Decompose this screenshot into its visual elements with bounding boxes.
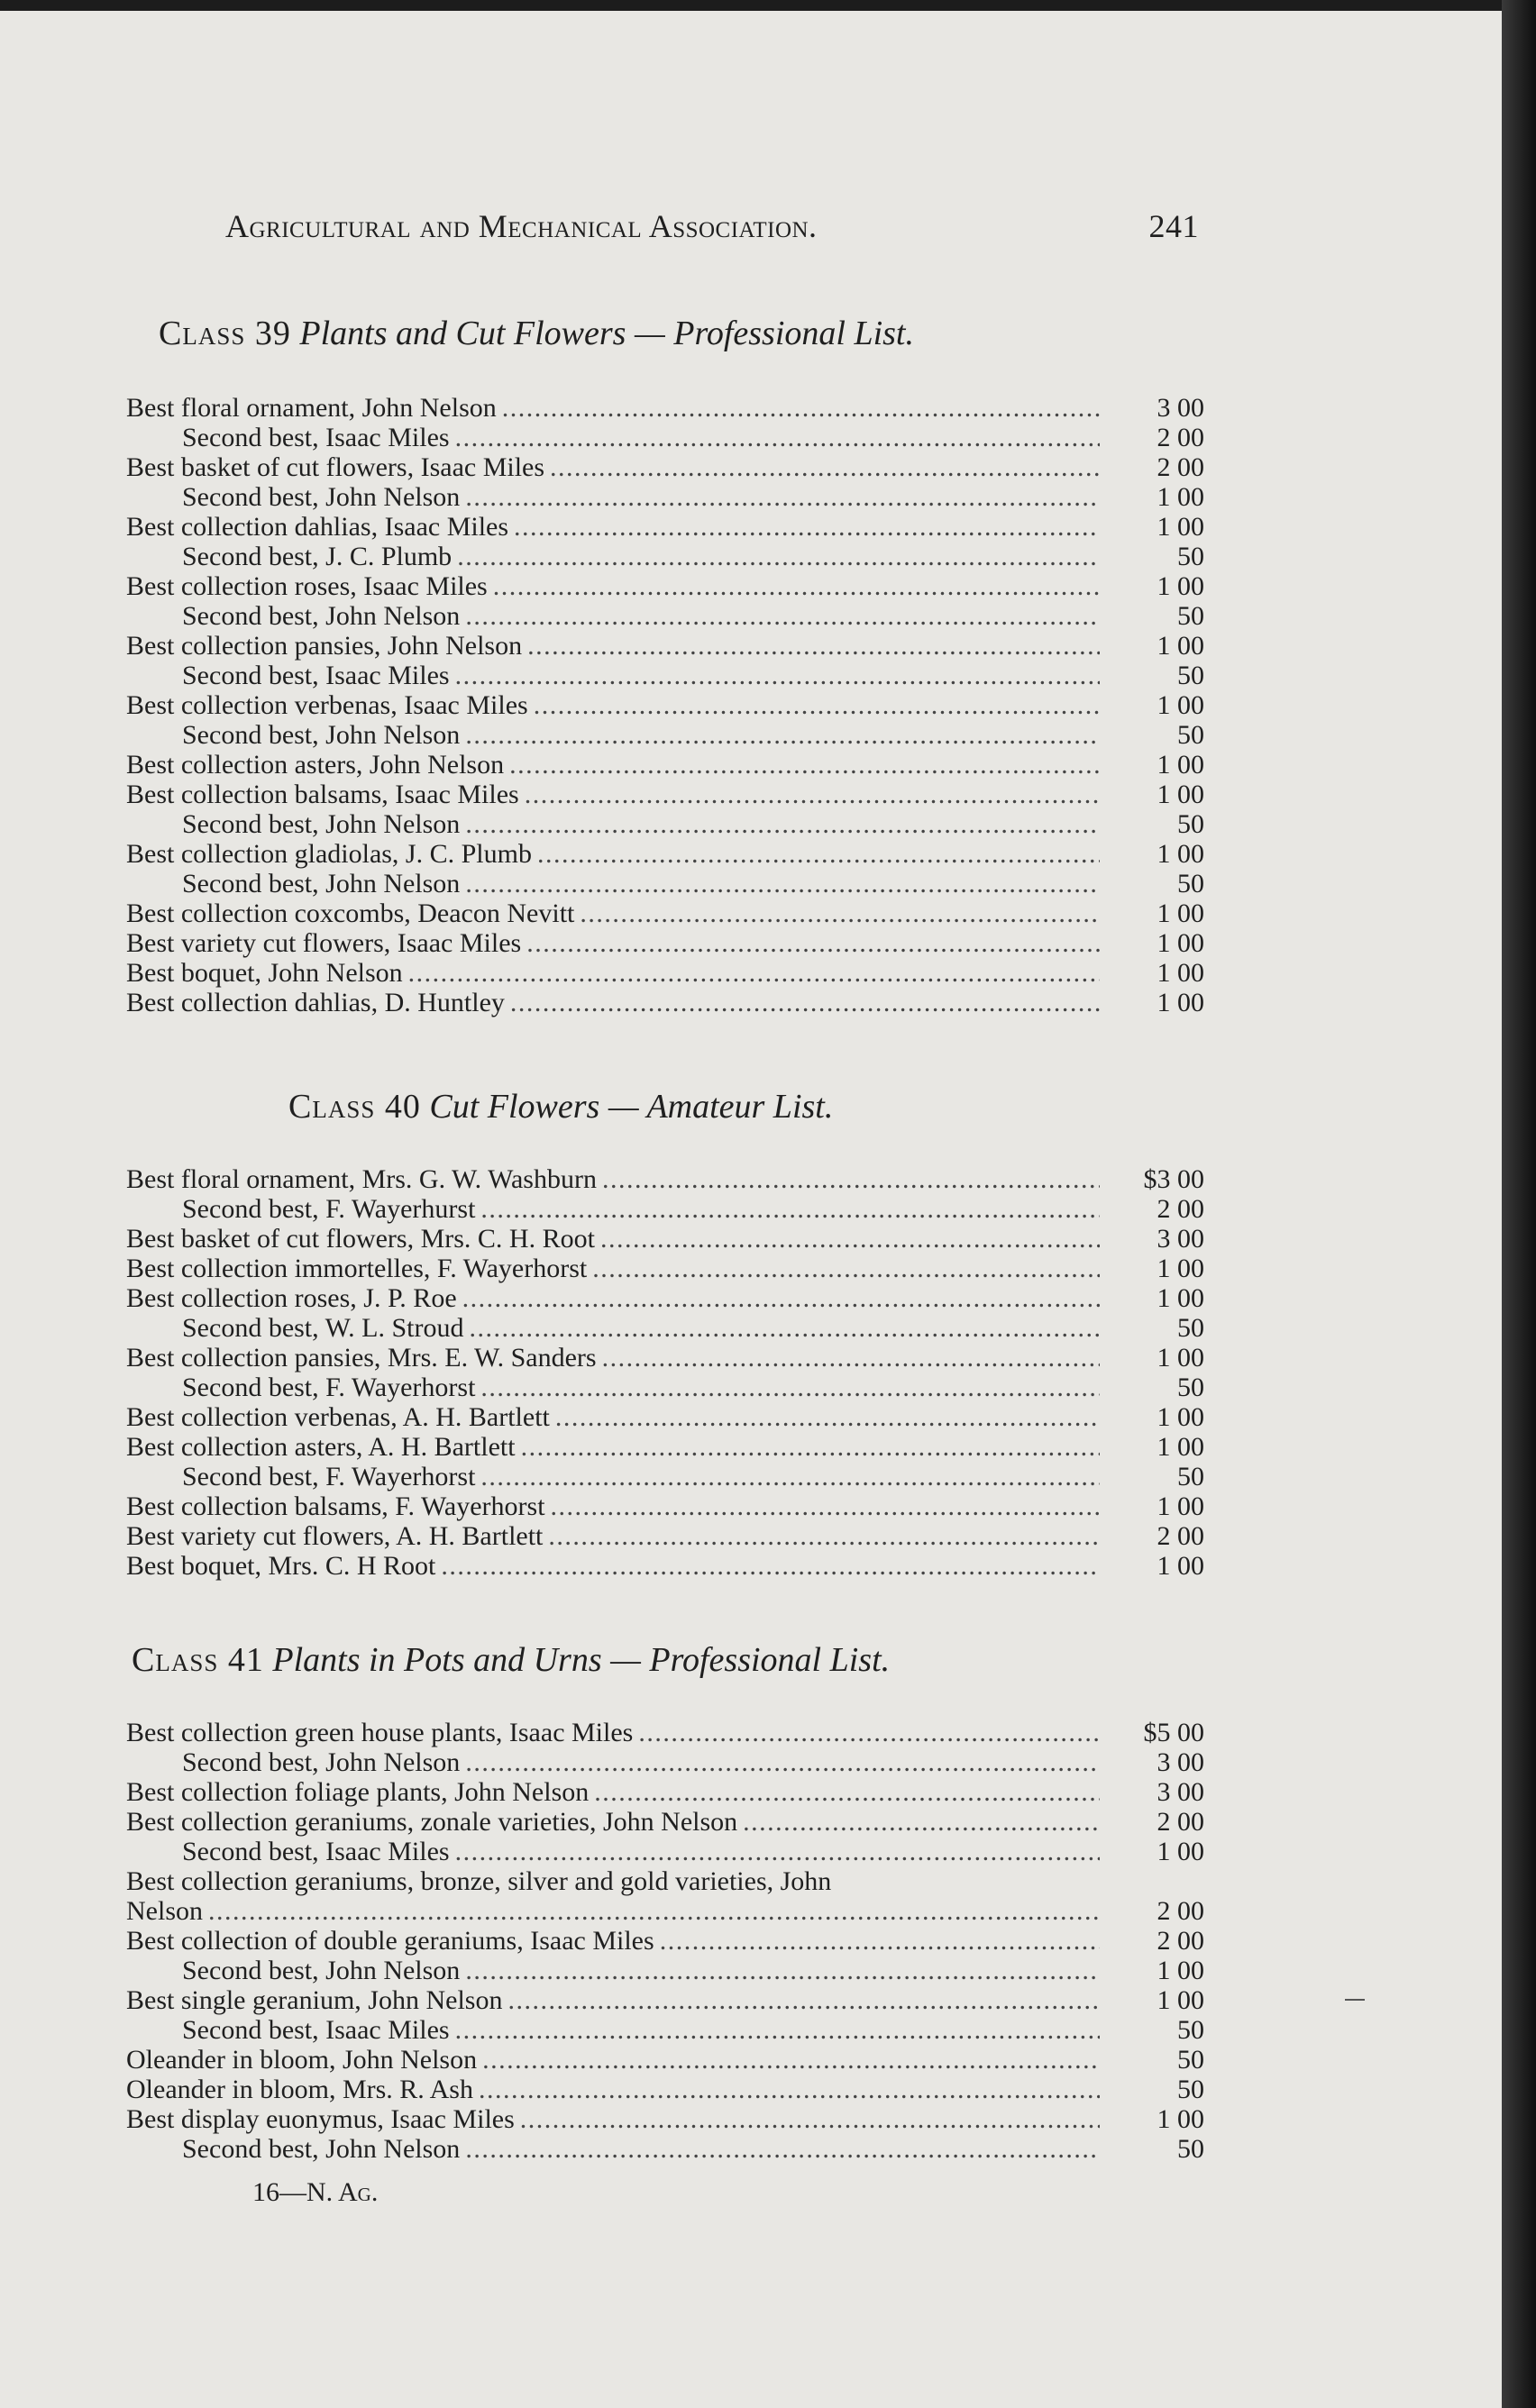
award-amount: 1 00: [1157, 631, 1204, 661]
award-row: [126, 542, 1204, 571]
award-amount: 1 00: [1157, 1837, 1204, 1866]
award-row: [126, 1224, 1204, 1254]
award-entry-text: Best collection balsams, F. Wayerhorst: [126, 1491, 545, 1521]
award-row: [126, 1718, 1204, 1747]
award-amount: 50: [1177, 1313, 1204, 1343]
award-amount: 1 00: [1157, 958, 1204, 988]
award-amount: 1 00: [1157, 482, 1204, 512]
award-amount: 1 00: [1157, 690, 1204, 720]
leader-dots: [502, 393, 1100, 423]
leader-dots: [441, 1551, 1100, 1581]
award-entry-text: Best collection of double geraniums, Isaac Miles: [126, 1926, 654, 1956]
award-entry-text: Second best, J. C. Plumb: [182, 542, 453, 571]
award-amount: 2 00: [1157, 1521, 1204, 1551]
leader-dots: [480, 1194, 1100, 1224]
award-amount: 3 00: [1157, 1747, 1204, 1777]
class-40-entries: [126, 1164, 1204, 1581]
award-row: [126, 1837, 1204, 1866]
award-row: [126, 1462, 1204, 1491]
leader-dots: [592, 1254, 1100, 1283]
award-row: [126, 452, 1204, 482]
leader-dots: [455, 661, 1100, 690]
leader-dots: [521, 1432, 1100, 1462]
margin-mark: [1345, 1999, 1365, 2001]
award-amount: 50: [1177, 809, 1204, 839]
award-amount: 2 00: [1157, 423, 1204, 452]
leader-dots: [482, 2045, 1100, 2075]
award-row: [126, 1896, 1204, 1926]
award-entry-text: Second best, Isaac Miles: [182, 423, 450, 452]
award-entry-text: Best floral ornament, Mrs. G. W. Washburn: [126, 1164, 597, 1194]
award-amount: 2 00: [1157, 1926, 1204, 1956]
leader-dots: [510, 988, 1100, 1017]
award-row: [126, 690, 1204, 720]
award-entry-text: Second best, John Nelson: [182, 720, 461, 750]
award-entry-text: Best collection gladiolas, J. C. Plumb: [126, 839, 532, 869]
award-row: [126, 1194, 1204, 1224]
award-row: [126, 601, 1204, 631]
award-entry-text: Best collection asters, John Nelson: [126, 750, 505, 780]
award-entry-text: Best collection balsams, Isaac Miles: [126, 780, 519, 809]
award-entry-text: Best collection pansies, Mrs. E. W. Sanders: [126, 1343, 597, 1373]
award-entry-text: Second best, F. Wayerhorst: [182, 1462, 476, 1491]
award-amount: 3 00: [1157, 393, 1204, 423]
leader-dots: [600, 1224, 1100, 1254]
leader-dots: [455, 423, 1100, 452]
award-row: [126, 1926, 1204, 1956]
leader-dots: [465, 1956, 1100, 1985]
award-entry-text: Best collection pansies, John Nelson: [126, 631, 523, 661]
award-row: [126, 1432, 1204, 1462]
leader-dots: [660, 1926, 1100, 1956]
leader-dots: [520, 2104, 1100, 2134]
award-entry-text: Best collection verbenas, Isaac Miles: [126, 690, 528, 720]
award-entry-text: Second best, John Nelson: [182, 869, 461, 898]
running-head: [225, 207, 1199, 245]
award-amount: 1 00: [1157, 1985, 1204, 2015]
award-amount: 50: [1177, 869, 1204, 898]
award-entry-text: Best collection verbenas, A. H. Bartlett: [126, 1402, 550, 1432]
award-amount: 2 00: [1157, 1194, 1204, 1224]
award-amount: 1 00: [1157, 780, 1204, 809]
award-entry-text: Second best, Isaac Miles: [182, 2015, 450, 2045]
award-amount: 1 00: [1157, 1254, 1204, 1283]
leader-dots: [602, 1164, 1100, 1194]
award-entry-text: Second best, John Nelson: [182, 2134, 461, 2164]
leader-dots: [743, 1807, 1100, 1837]
page-edge: [1502, 0, 1536, 2408]
award-amount: 50: [1177, 2134, 1204, 2164]
class-39-heading: [159, 314, 914, 353]
award-amount: 50: [1177, 542, 1204, 571]
award-entry-text: Best collection coxcombs, Deacon Nevitt: [126, 898, 575, 928]
leader-dots: [580, 898, 1100, 928]
class-40-label: Class 40: [288, 1088, 421, 1126]
award-entry-text: Best collection dahlias, Isaac Miles: [126, 512, 509, 542]
class-40-heading: [288, 1087, 833, 1126]
leader-dots: [493, 571, 1100, 601]
leader-dots: [526, 928, 1100, 958]
award-row: [126, 1283, 1204, 1313]
award-entry-text: Second best, F. Wayerhorst: [182, 1373, 476, 1402]
award-amount: 1 00: [1157, 988, 1204, 1017]
class-41-label: Class 41: [132, 1641, 264, 1679]
class-41-title: Plants in Pots and Urns — Professional List.: [272, 1641, 891, 1679]
award-row: [126, 1747, 1204, 1777]
award-row: [126, 780, 1204, 809]
award-entry-text: Best boquet, Mrs. C. H Root: [126, 1551, 436, 1581]
leader-dots: [462, 1283, 1100, 1313]
award-entry-text: Best collection asters, A. H. Bartlett: [126, 1432, 516, 1462]
leader-dots: [509, 750, 1100, 780]
award-entry-text: Best basket of cut flowers, Isaac Miles: [126, 452, 545, 482]
award-row: [126, 720, 1204, 750]
leader-dots: [537, 839, 1100, 869]
leader-dots: [594, 1777, 1100, 1807]
award-entry-text: Best collection roses, Isaac Miles: [126, 571, 488, 601]
award-entry-text: Best collection dahlias, D. Huntley: [126, 988, 505, 1017]
award-row: [126, 1373, 1204, 1402]
award-row: [126, 1777, 1204, 1807]
award-row: [126, 2134, 1204, 2164]
award-entry-text: Best basket of cut flowers, Mrs. C. H. Root: [126, 1224, 595, 1254]
award-entry-text: Second best, W. L. Stroud: [182, 1313, 464, 1343]
award-row: [126, 1254, 1204, 1283]
leader-dots: [480, 1373, 1100, 1402]
leader-dots: [470, 1313, 1101, 1343]
award-row: [126, 2075, 1204, 2104]
award-row: [126, 988, 1204, 1017]
award-row: [126, 423, 1204, 452]
signature-mark: 16—N. Ag.: [252, 2177, 379, 2207]
award-entry-text: Second best, John Nelson: [182, 1956, 461, 1985]
running-head-title: Agricultural and Mechanical Association.: [225, 208, 818, 244]
leader-dots: [465, 809, 1100, 839]
leader-dots: [534, 690, 1100, 720]
award-row: [126, 1551, 1204, 1581]
class-39-entries: [126, 393, 1204, 1017]
award-entry-text: Best boquet, John Nelson: [126, 958, 403, 988]
award-row: [126, 2045, 1204, 2075]
award-row: [126, 1343, 1204, 1373]
award-amount: 50: [1177, 2075, 1204, 2104]
award-entry-text: Nelson: [126, 1896, 203, 1926]
award-entry-text: Best variety cut flowers, A. H. Bartlett: [126, 1521, 544, 1551]
leader-dots: [208, 1896, 1100, 1926]
class-39-label: Class 39: [159, 315, 291, 352]
award-amount: $3 00: [1143, 1164, 1204, 1194]
award-row: [126, 839, 1204, 869]
award-row: [126, 750, 1204, 780]
leader-dots: [465, 601, 1100, 631]
award-row: [126, 1956, 1204, 1985]
award-entry-text: Best variety cut flowers, Isaac Miles: [126, 928, 522, 958]
award-row: [126, 1313, 1204, 1343]
leader-dots: [527, 631, 1100, 661]
award-amount: 1 00: [1157, 928, 1204, 958]
award-entry-text: Second best, F. Wayerhurst: [182, 1194, 476, 1224]
leader-dots: [479, 2075, 1100, 2104]
leader-dots: [507, 1985, 1100, 2015]
award-row: [126, 571, 1204, 601]
award-entry-text: Second best, Isaac Miles: [182, 661, 450, 690]
award-amount: 50: [1177, 601, 1204, 631]
leader-dots: [455, 2015, 1100, 2045]
leader-dots: [465, 2134, 1100, 2164]
award-row: [126, 1164, 1204, 1194]
class-40-title: Cut Flowers — Amateur List.: [429, 1088, 834, 1126]
award-amount: 50: [1177, 661, 1204, 690]
award-amount: 50: [1177, 2045, 1204, 2075]
award-amount: 1 00: [1157, 750, 1204, 780]
leader-dots: [525, 780, 1100, 809]
award-row: [126, 512, 1204, 542]
award-row: [126, 898, 1204, 928]
class-39-title: Plants and Cut Flowers — Professional List.: [299, 315, 914, 352]
award-row: [126, 958, 1204, 988]
award-row: [126, 2015, 1204, 2045]
award-amount: 1 00: [1157, 1956, 1204, 1985]
award-amount: $5 00: [1143, 1718, 1204, 1747]
award-row: [126, 869, 1204, 898]
award-amount: 1 00: [1157, 1551, 1204, 1581]
award-amount: 1 00: [1157, 898, 1204, 928]
leader-dots: [465, 1747, 1100, 1777]
award-entry-text: Best single geranium, John Nelson: [126, 1985, 503, 2015]
award-entry-text: Second best, John Nelson: [182, 482, 461, 512]
award-amount: 1 00: [1157, 1432, 1204, 1462]
leader-dots: [455, 1837, 1100, 1866]
leader-dots: [638, 1718, 1100, 1747]
page-number: 241: [1148, 208, 1199, 244]
award-row: [126, 809, 1204, 839]
award-row: [126, 1866, 1204, 1896]
award-entry-text: Second best, Isaac Miles: [182, 1837, 450, 1866]
award-row: [126, 1491, 1204, 1521]
leader-dots: [408, 958, 1100, 988]
award-entry-text: Second best, John Nelson: [182, 809, 461, 839]
award-amount: 3 00: [1157, 1777, 1204, 1807]
leader-dots: [457, 542, 1100, 571]
award-entry-text: Oleander in bloom, Mrs. R. Ash: [126, 2075, 473, 2104]
leader-dots: [550, 452, 1100, 482]
award-amount: 1 00: [1157, 1343, 1204, 1373]
award-row: [126, 482, 1204, 512]
leader-dots: [548, 1521, 1100, 1551]
award-row: [126, 1985, 1204, 2015]
award-entry-text: Best collection geraniums, zonale varieties, John Nelson: [126, 1807, 738, 1837]
leader-dots: [465, 720, 1100, 750]
award-entry-text: Best display euonymus, Isaac Miles: [126, 2104, 515, 2134]
leader-dots: [465, 869, 1100, 898]
leader-dots: [551, 1491, 1100, 1521]
leader-dots: [602, 1343, 1100, 1373]
award-amount: 50: [1177, 1373, 1204, 1402]
award-row: [126, 928, 1204, 958]
award-amount: 1 00: [1157, 839, 1204, 869]
award-entry-text: Best floral ornament, John Nelson: [126, 393, 497, 423]
award-amount: 1 00: [1157, 1491, 1204, 1521]
award-amount: 2 00: [1157, 1807, 1204, 1837]
document-page: [0, 11, 1502, 2408]
award-entry-text: Best collection foliage plants, John Nelson: [126, 1777, 590, 1807]
award-row: [126, 393, 1204, 423]
award-row: [126, 2104, 1204, 2134]
award-amount: 2 00: [1157, 1896, 1204, 1926]
award-amount: 50: [1177, 2015, 1204, 2045]
award-row: [126, 1521, 1204, 1551]
award-amount: 1 00: [1157, 1283, 1204, 1313]
award-amount: 3 00: [1157, 1224, 1204, 1254]
award-amount: 2 00: [1157, 452, 1204, 482]
award-entry-text: Second best, John Nelson: [182, 1747, 461, 1777]
award-row: [126, 631, 1204, 661]
leader-dots: [480, 1462, 1100, 1491]
class-41-entries: [126, 1718, 1204, 2164]
award-amount: 1 00: [1157, 2104, 1204, 2134]
award-entry-text: Oleander in bloom, John Nelson: [126, 2045, 478, 2075]
class-41-heading: [132, 1640, 890, 1680]
award-amount: 50: [1177, 1462, 1204, 1491]
leader-dots: [555, 1402, 1100, 1432]
leader-dots: [465, 482, 1100, 512]
award-entry-text: Best collection green house plants, Isaac Miles: [126, 1718, 634, 1747]
award-row: [126, 1807, 1204, 1837]
award-row: [126, 1402, 1204, 1432]
award-entry-text: Best collection roses, J. P. Roe: [126, 1283, 457, 1313]
award-amount: 1 00: [1157, 1402, 1204, 1432]
award-entry-text: Best collection immortelles, F. Wayerhorst: [126, 1254, 588, 1283]
leader-dots: [514, 512, 1100, 542]
award-amount: 1 00: [1157, 512, 1204, 542]
award-entry-text: Best collection geraniums, bronze, silver and gold varieties, John: [126, 1866, 832, 1896]
award-amount: 1 00: [1157, 571, 1204, 601]
award-row: [126, 661, 1204, 690]
award-entry-text: Second best, John Nelson: [182, 601, 461, 631]
award-amount: 50: [1177, 720, 1204, 750]
